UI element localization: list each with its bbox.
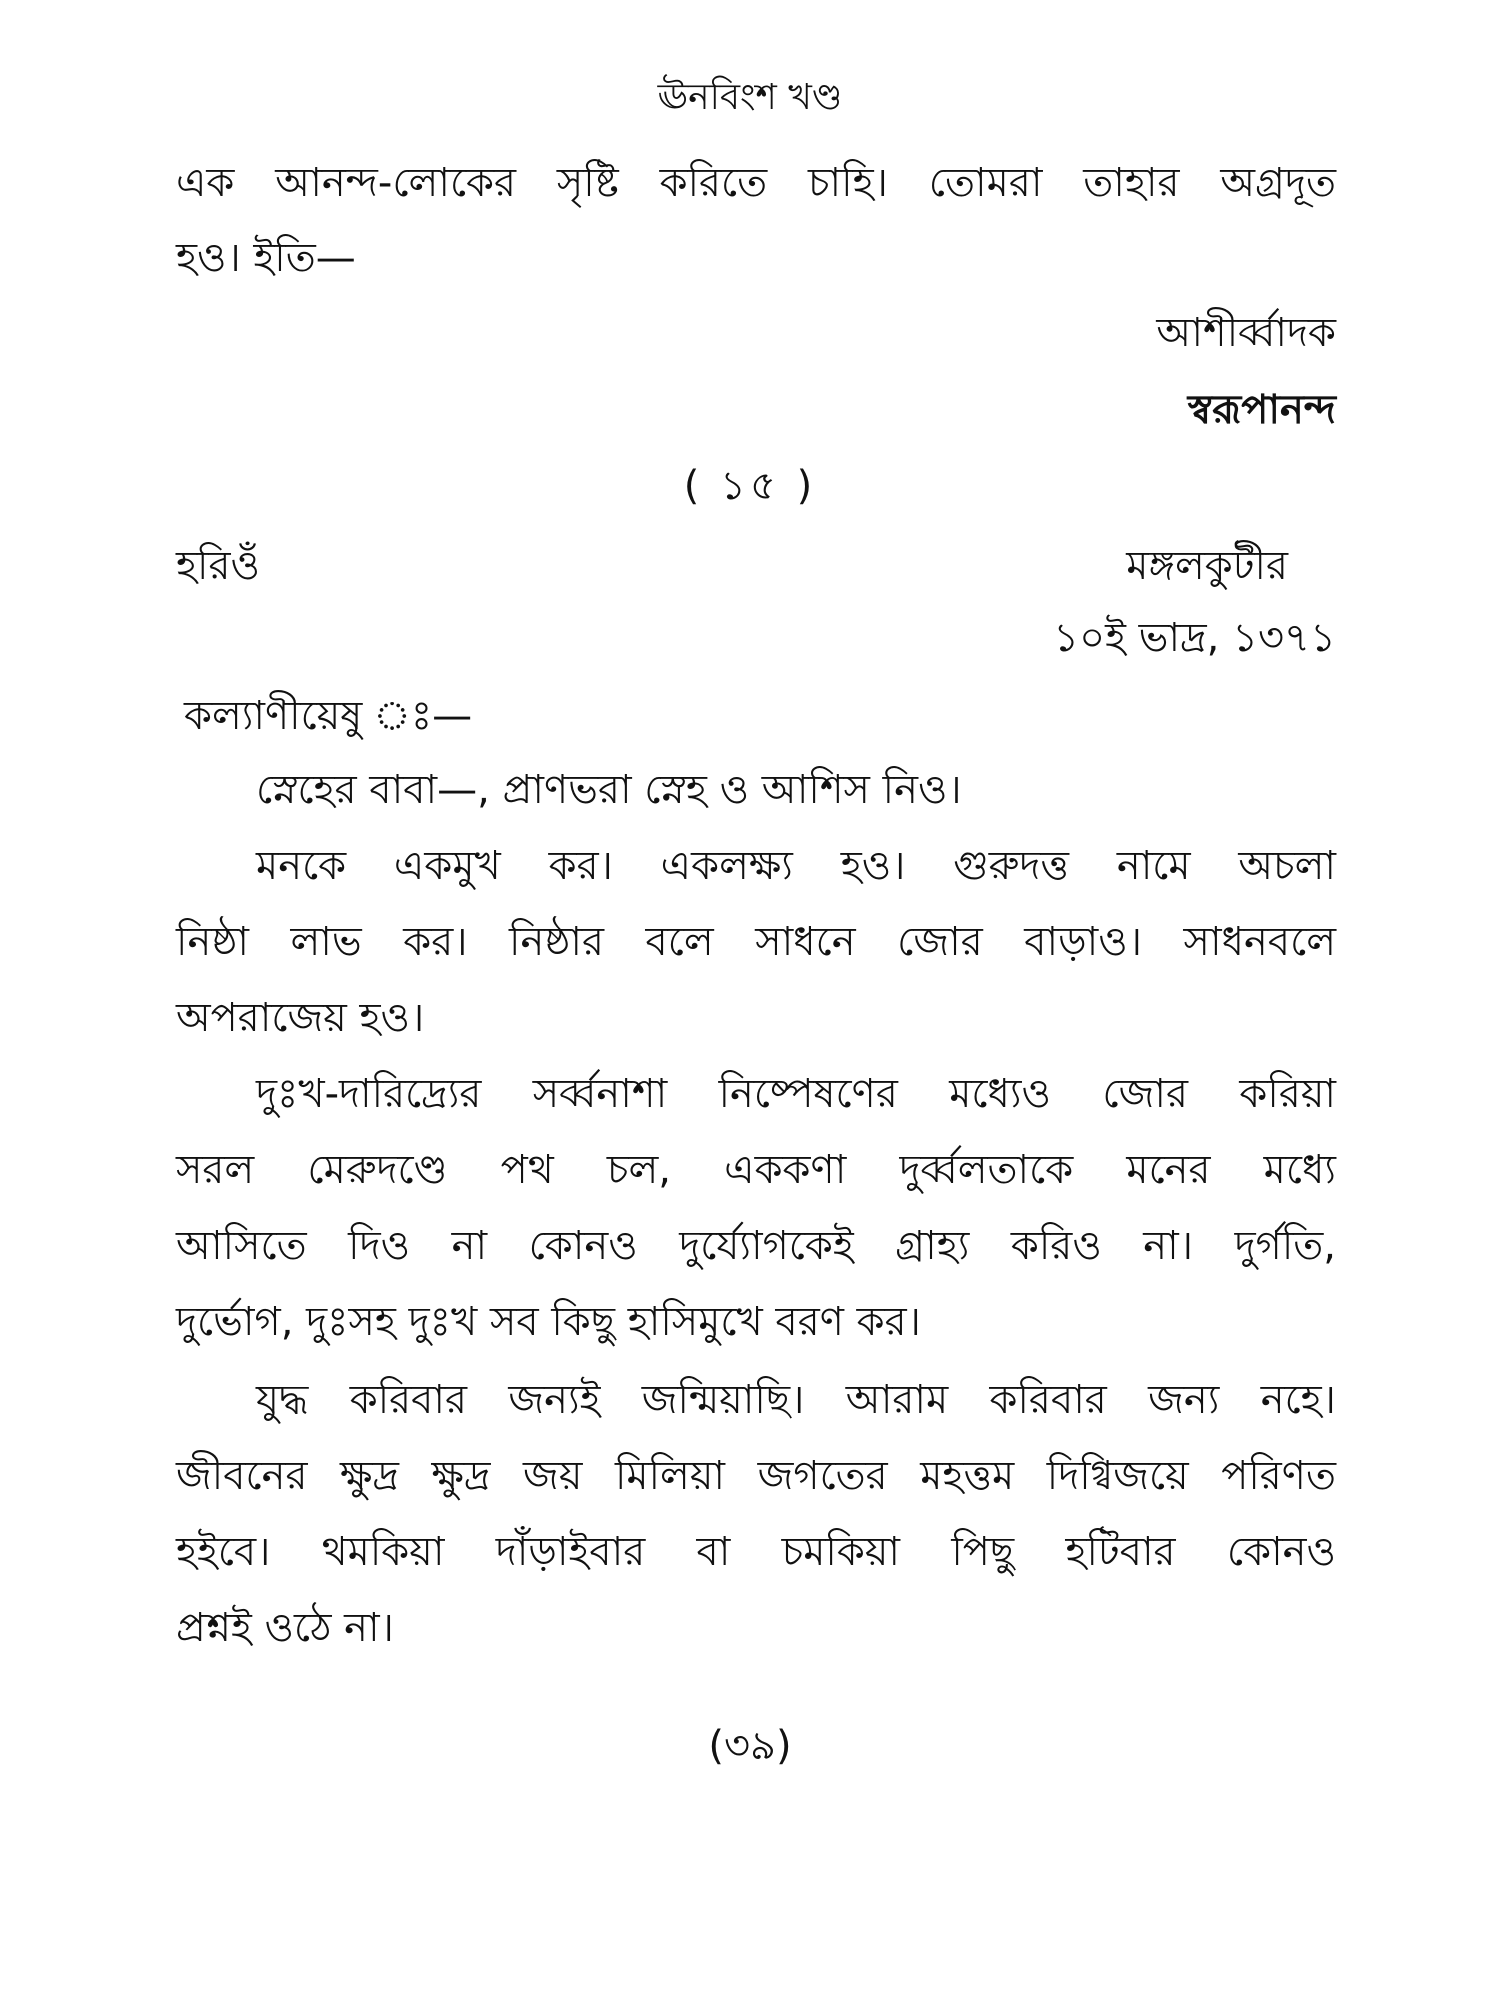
para2-line-3: আসিতে দিও না কোনও দুর্য্যোগকেই গ্রাহ্য করিও না। দুর্গতি, [176,1223,1336,1269]
para2-line-2: সরল মেরুদণ্ডে পথ চল, এককণা দুর্ব্বলতাকে মনের মধ্যে [176,1147,1336,1193]
closing-phrase: আশীর্ব্বাদক [1156,310,1336,356]
signature: স্বরূপানন্দ [1187,387,1336,433]
greeting: স্নেহের বাবা—, প্রাণভরা স্নেহ ও আশিস নিও। [256,767,962,813]
prev-letter-line-2: হও। ইতি— [176,235,356,281]
letter-number: ( ১৫ ) [683,463,817,509]
para1-line-2: নিষ্ঠা লাভ কর। নিষ্ঠার বলে সাধনে জোর বাড়াও। সাধনবলে [176,919,1336,965]
prev-letter-line-1: এক আনন্দ-লোকের সৃষ্টি করিতে চাহি। তোমরা তাহার অগ্রদূত [176,160,1336,206]
running-header: ঊনবিংশ খণ্ড [657,77,843,118]
para3-line-4: প্রশ্নই ওঠে না। [176,1605,394,1651]
para3-line-1: যুদ্ধ করিবার জন্যই জন্মিয়াছি। আরাম করিবার জন্য নহে। [256,1377,1336,1423]
para3-line-3: হইবে। থমকিয়া দাঁড়াইবার বা চমকিয়া পিছু হটিবার কোনও [176,1529,1336,1575]
para3-line-2: জীবনের ক্ষুদ্র ক্ষুদ্র জয় মিলিয়া জগতের মহত্তম দিগ্বিজয়ে পরিণত [176,1453,1336,1499]
invocation: হরিওঁ [176,543,260,589]
salutation: কল্যাণীয়েষু ঃ— [184,693,473,739]
para2-line-1: দুঃখ-দারিদ্র্যের সর্ব্বনাশা নিষ্পেষণের মধ্যেও জোর করিয়া [256,1071,1336,1117]
letter-date: ১০ই ভাদ্র, ১৩৭১ [1053,615,1336,661]
letter-place: মঙ্গলকুটীর [1126,543,1288,589]
para2-line-4: দুর্ভোগ, দুঃসহ দুঃখ সব কিছু হাসিমুখে বরণ কর। [176,1299,921,1345]
para1-line-3: অপরাজেয় হও। [176,995,425,1041]
page-number: (৩৯) [708,1723,792,1769]
para1-line-1: মনকে একমুখ কর। একলক্ষ্য হও। গুরুদত্ত নামে অচলা [256,843,1336,889]
